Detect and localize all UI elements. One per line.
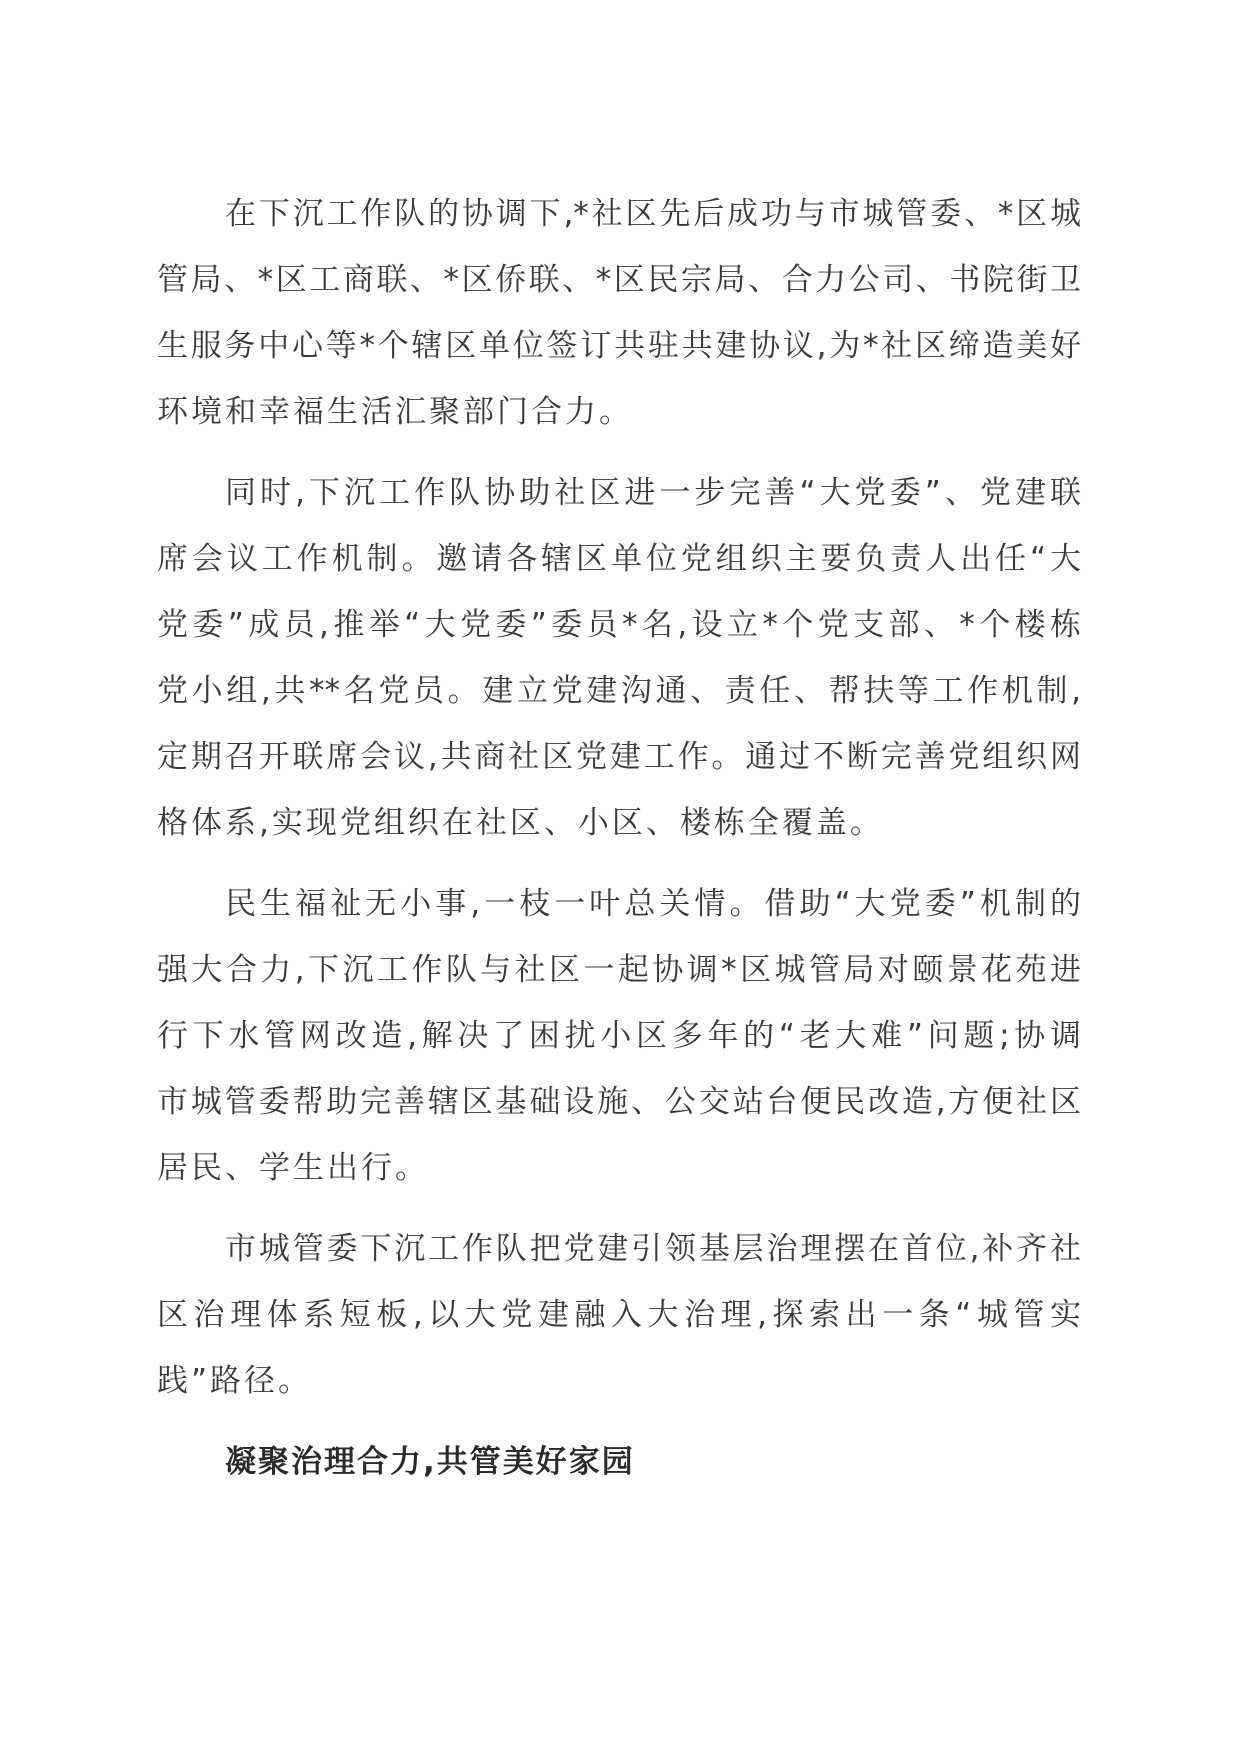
section-heading: 凝聚治理合力,共管美好家园: [225, 1444, 635, 1480]
paragraph-livelihood: [157, 871, 1081, 1201]
paragraph-party-committee-mechanism: [157, 460, 1081, 856]
document-page: [157, 181, 1081, 1495]
text-line: 定期召开联席会议,共商社区党建工作。通过不断完善党组织网: [157, 739, 1081, 775]
paragraph-governance-path: [157, 1216, 1081, 1414]
text-line: 强大合力,下沉工作队与社区一起协调*区城管局对颐景花苑进: [157, 952, 1081, 988]
text-line: 格体系,实现党组织在社区、小区、楼栋全覆盖。: [157, 805, 884, 841]
text-line: 党小组,共**名党员。建立党建沟通、责任、帮扶等工作机制,: [157, 673, 1081, 709]
text-line: 市城管委下沉工作队把党建引领基层治理摆在首位,补齐社: [225, 1231, 1081, 1267]
text-line: 市城管委帮助完善辖区基础设施、公交站台便民改造,方便社区: [157, 1084, 1081, 1120]
text-line: 管局、*区工商联、*区侨联、*区民宗局、合力公司、书院街卫: [157, 262, 1081, 298]
text-line: 行下水管网改造,解决了困扰小区多年的“老大难”问题;协调: [157, 1018, 1081, 1054]
text-line: 区治理体系短板,以大党建融入大治理,探索出一条“城管实: [157, 1297, 1081, 1333]
text-line: 党委”成员,推举“大党委”委员*名,设立*个党支部、*个楼栋: [157, 607, 1081, 643]
text-line: 生服务中心等*个辖区单位签订共驻共建协议,为*社区缔造美好: [157, 328, 1081, 364]
text-line: 居民、学生出行。: [157, 1150, 429, 1186]
text-line: 民生福祉无小事,一枝一叶总关情。借助“大党委”机制的: [225, 886, 1081, 922]
paragraph-co-building-agreements: [157, 181, 1081, 445]
text-line: 环境和幸福生活汇聚部门合力。: [157, 394, 633, 430]
text-line: 席会议工作机制。邀请各辖区单位党组织主要负责人出任“大: [157, 541, 1081, 577]
text-line: 践”路径。: [157, 1363, 313, 1399]
text-line: 在下沉工作队的协调下,*社区先后成功与市城管委、*区城: [225, 196, 1081, 232]
text-line: 同时,下沉工作队协助社区进一步完善“大党委”、党建联: [225, 475, 1081, 511]
